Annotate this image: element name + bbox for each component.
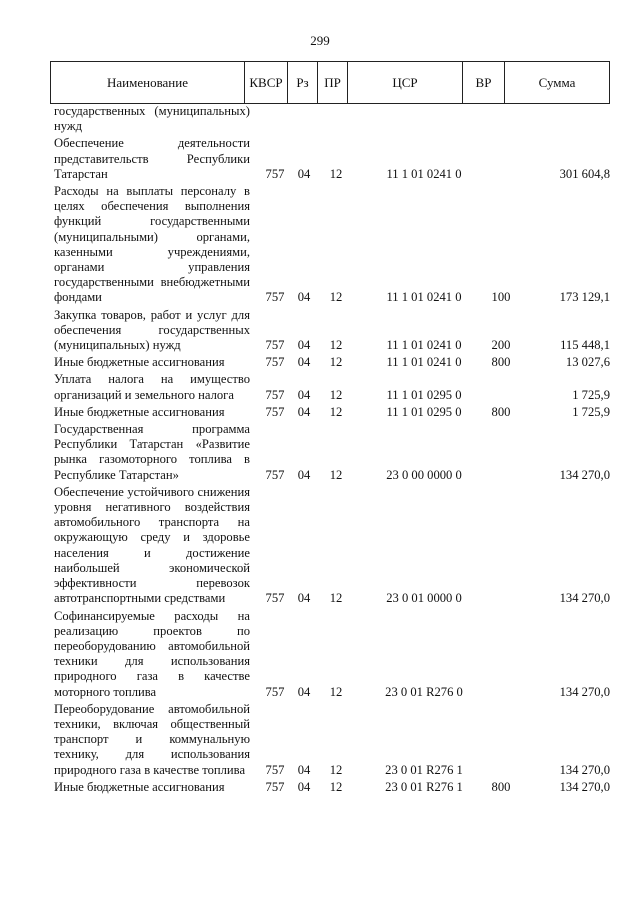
row-kvsr: 757 <box>265 684 285 699</box>
row-sum: 13 027,6 <box>565 355 610 370</box>
row-kvsr: 757 <box>265 467 285 482</box>
row-pr: 12 <box>329 166 343 181</box>
row-sum: 134 270,0 <box>559 684 610 699</box>
row-rz: 04 <box>297 591 311 606</box>
row-kvsr: 757 <box>265 779 285 794</box>
row-kvsr: 757 <box>265 290 285 305</box>
header-name: Наименование <box>51 62 245 103</box>
row-name: Расходы на выплаты персоналу в целях обеспечения выполнения функций государственными (муниципальными) органами, казенными учреждениями, органами управления государственными внебюджетными фондами <box>54 184 250 305</box>
row-name: Иные бюджетные ассигнования <box>54 404 225 419</box>
row-csr: 23 0 00 0000 0 <box>386 467 462 482</box>
row-sum: 173 129,1 <box>559 290 610 305</box>
row-csr: 11 1 01 0241 0 <box>386 355 462 370</box>
row-vr: 100 <box>491 290 511 305</box>
row-pr: 12 <box>329 779 343 794</box>
row-csr: 23 0 01 R276 1 <box>385 762 463 777</box>
row-name: Обеспечение деятельности представительств Республики Татарстан <box>54 136 250 181</box>
row-pr: 12 <box>329 355 343 370</box>
row-pr: 12 <box>329 762 343 777</box>
row-vr: 800 <box>491 355 511 370</box>
row-sum: 115 448,1 <box>560 338 610 353</box>
table-row <box>50 308 610 354</box>
header-csr: ЦСР <box>348 62 463 103</box>
row-vr <box>480 104 522 134</box>
table-row <box>50 104 610 134</box>
row-csr <box>350 104 480 134</box>
row-kvsr: 757 <box>265 387 285 402</box>
row-csr: 11 1 01 0241 0 <box>386 166 462 181</box>
row-rz: 04 <box>297 404 311 419</box>
row-pr: 12 <box>329 684 343 699</box>
row-sum: 1 725,9 <box>572 387 610 402</box>
table-row <box>50 422 610 483</box>
row-rz: 04 <box>297 387 311 402</box>
row-kvsr: 757 <box>265 166 285 181</box>
row-csr: 23 0 01 0000 0 <box>386 591 462 606</box>
row-name: Уплата налога на имущество организаций и земельного налога <box>54 372 250 402</box>
row-vr <box>480 136 522 182</box>
row-name: Переоборудование автомобильной техники, включая общественный транспорт и коммунальную технику, для использования природного газа в качестве топлива <box>54 701 250 777</box>
row-vr <box>480 422 522 483</box>
row-pr: 12 <box>329 591 343 606</box>
row-vr <box>480 372 522 402</box>
table-row <box>50 136 610 182</box>
row-name: Закупка товаров, работ и услуг для обеспечения государственных (муниципальных) нужд <box>54 307 250 353</box>
row-kvsr: 757 <box>265 404 285 419</box>
header-kvsr: КВСР <box>245 62 288 103</box>
row-sum: 134 270,0 <box>559 762 610 777</box>
row-sum: 134 270,0 <box>559 591 610 606</box>
row-pr: 12 <box>329 290 343 305</box>
row-rz: 04 <box>297 684 311 699</box>
table-row <box>50 355 610 370</box>
row-kvsr: 757 <box>265 338 285 353</box>
row-sum: 301 604,8 <box>559 166 610 181</box>
table-header <box>50 61 610 104</box>
row-kvsr <box>250 104 286 134</box>
row-rz: 04 <box>297 355 311 370</box>
row-rz: 04 <box>297 338 311 353</box>
row-rz <box>286 104 322 134</box>
page-number: 299 <box>310 33 330 48</box>
row-vr: 800 <box>491 779 511 794</box>
table-row <box>50 780 610 795</box>
row-vr <box>480 702 522 778</box>
row-vr: 200 <box>491 338 511 353</box>
row-rz: 04 <box>297 467 311 482</box>
row-csr: 11 1 01 0241 0 <box>386 290 462 305</box>
row-kvsr: 757 <box>265 591 285 606</box>
table-row <box>50 702 610 778</box>
row-sum: 1 725,9 <box>572 404 610 419</box>
row-pr <box>322 104 350 134</box>
row-sum <box>522 104 610 134</box>
row-kvsr: 757 <box>265 355 285 370</box>
row-sum: 134 270,0 <box>559 779 610 794</box>
header-rz: Рз <box>288 62 318 103</box>
row-name: Государственная программа Республики Татарстан «Развитие рынка газомоторного топлива в Республике Татарстан» <box>54 422 250 482</box>
table-row <box>50 405 610 420</box>
row-csr: 23 0 01 R276 1 <box>385 779 463 794</box>
row-name: Иные бюджетные ассигнования <box>54 355 225 370</box>
header-pr: ПР <box>318 62 348 103</box>
row-rz: 04 <box>297 166 311 181</box>
header-vr: ВР <box>463 62 505 103</box>
row-pr: 12 <box>329 467 343 482</box>
row-pr: 12 <box>329 404 343 419</box>
table-row <box>50 609 610 700</box>
table-row <box>50 372 610 402</box>
row-name: Софинансируемые расходы на реализацию проектов по переоборудованию автомобильной техники для использования природного газа в качестве моторного топлива <box>54 608 250 699</box>
row-rz: 04 <box>297 290 311 305</box>
row-rz: 04 <box>297 762 311 777</box>
row-name: Обеспечение устойчивого снижения уровня негативного воздействия автомобильного транспорта на окружающую среду и здоровье населения и достижение наибольшей экономической эффективности перевозок автотранспортными средствами <box>54 484 250 606</box>
row-csr: 11 1 01 0295 0 <box>386 387 462 402</box>
row-sum: 134 270,0 <box>559 467 610 482</box>
row-name: Иные бюджетные ассигнования <box>54 779 225 794</box>
row-vr <box>480 485 522 607</box>
row-vr <box>480 609 522 700</box>
table-body <box>50 104 610 795</box>
table-row <box>50 184 610 306</box>
row-csr: 23 0 01 R276 0 <box>385 684 463 699</box>
row-vr: 800 <box>491 404 511 419</box>
row-pr: 12 <box>329 387 343 402</box>
row-rz: 04 <box>297 779 311 794</box>
row-name: государственных (муниципальных) нужд <box>54 104 250 134</box>
table-row <box>50 485 610 607</box>
header-sum: Сумма <box>538 74 576 90</box>
row-csr: 11 1 01 0241 0 <box>386 338 462 353</box>
row-csr: 11 1 01 0295 0 <box>386 404 462 419</box>
row-pr: 12 <box>329 338 343 353</box>
row-kvsr: 757 <box>265 762 285 777</box>
